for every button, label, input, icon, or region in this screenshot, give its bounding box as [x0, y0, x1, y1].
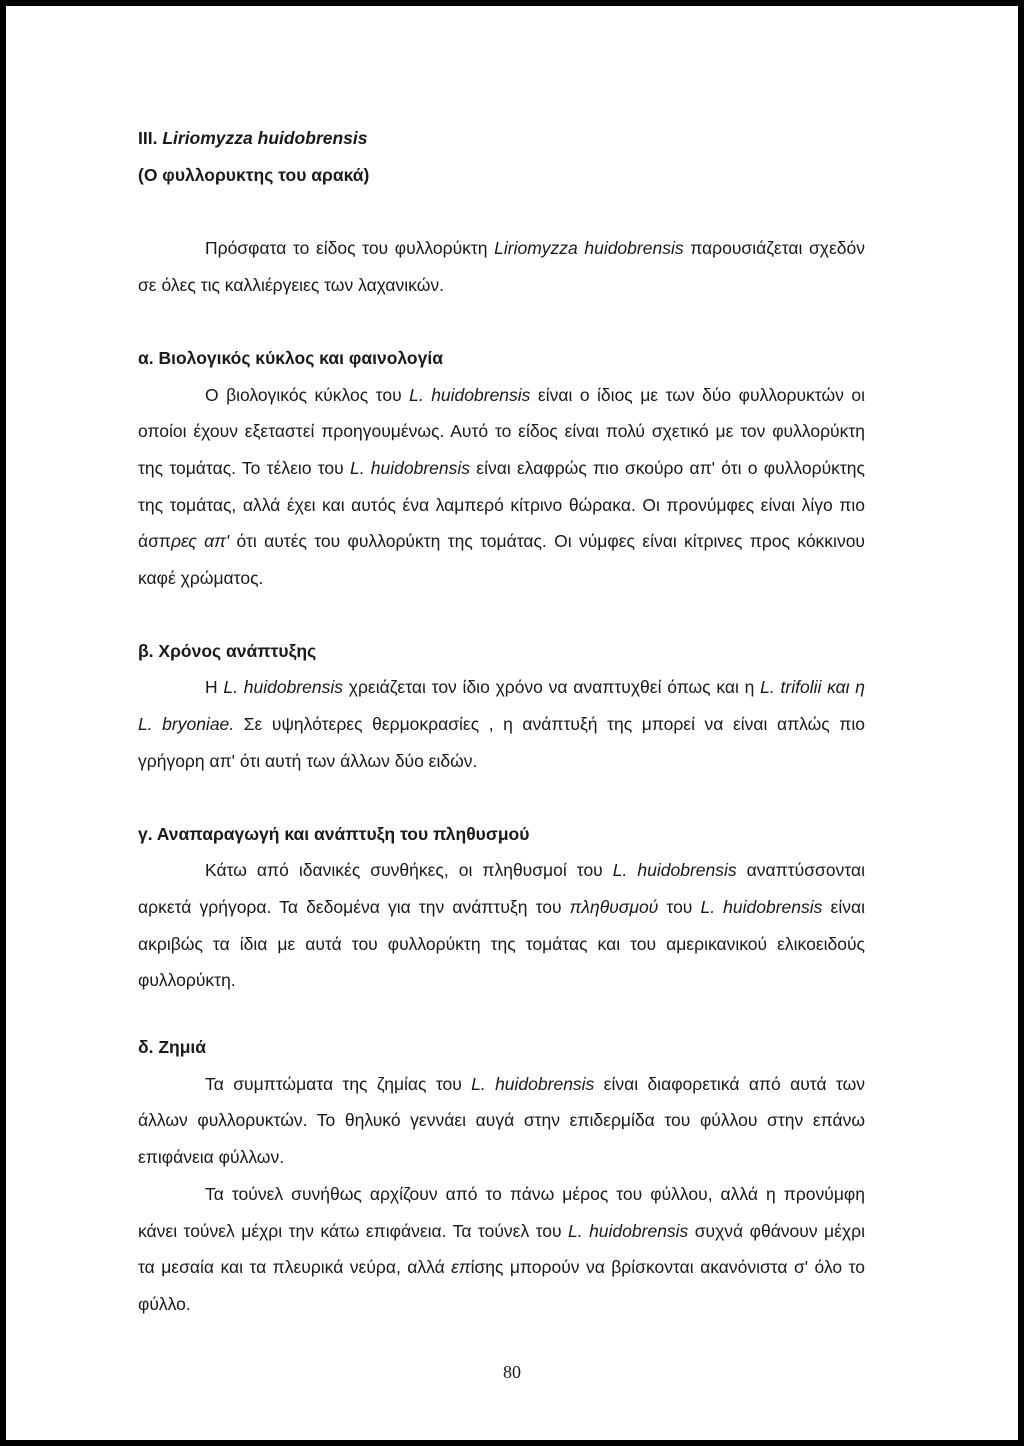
- heading-damage: δ. Ζημιά: [138, 1037, 207, 1058]
- section-subtitle: (Ο φυλλορυκτης του αρακά): [138, 164, 370, 185]
- paragraph-damage-2: Τα τούνελ συνήθως αρχίζουν από το πάνω μέρος του φύλλου, αλλά η προνύμφη κάνει τούνελ μέχρι την κάτω επιφάνεια. Τα τούνελ του L. huidobrensis συχνά φθάνουν μέχρι τα μεσαία και τα πλευρικά νεύρα, αλλά επίσης μπορούν να βρίσκονται ακανόνιστα σ' όλο το φύλλο.: [138, 1183, 865, 1314]
- heading-development-time: β. Χρόνος ανάπτυξης: [138, 640, 317, 661]
- heading-species: Liriomyzza huidobrensis: [162, 128, 368, 148]
- paragraph-biological-cycle: Ο βιολογικός κύκλος του L. huidobrensis είναι ο ίδιος με των δύο φυλλορυκτών οι οποίοι έχουν εξεταστεί προηγουμένως. Αυτό το είδος είναι πολύ σχετικό με τον φυλλορύκτη της τομάτας. Το τέλειο του L. huidobrensis είναι ελαφρώς πιο σκούρο απ' ότι ο φυλλορύκτης της τομάτας, αλλά έχει και αυτός ένα λαμπερό κίτρινο θώρακα. Οι προνύμφες είναι λίγο πιο άσπρες απ' ότι αυτές του φυλλορύκτη της τομάτας. Οι νύμφες είναι κίτρινες προς κόκκινου καφέ χρώματος.: [138, 384, 865, 589]
- document-page: [6, 6, 1018, 1440]
- paragraph-damage-1: Τα συμπτώματα της ζημίας του L. huidobrensis είναι διαφορετικά από αυτά των άλλων φυλλορυκτών. Το θηλυκό γεννάει αυγά στην επιδερμίδα του φύλλου στην επάνω επιφάνεια φύλλων.: [138, 1073, 865, 1168]
- page-number: 80: [503, 1362, 521, 1382]
- paragraph-reproduction: Κάτω από ιδανικές συνθήκες, οι πληθυσμοί του L. huidobrensis αναπτύσσονται αρκετά γρήγορα. Τα δεδομένα για την ανάπτυξη του πληθυσμού του L. huidobrensis είναι ακριβώς τα ίδια με αυτά του φυλλορύκτη της τομάτας και του αμερικανικού ελικοειδούς φυλλορύκτη.: [138, 860, 865, 991]
- heading-biological-cycle: α. Βιολογικός κύκλος και φαινολογία: [138, 347, 443, 368]
- intro-paragraph: Πρόσφατα το είδος του φυλλορύκτη Liriomyzza huidobrensis παρουσιάζεται σχεδόν σε όλες τις καλλιέργειες των λαχανικών.: [138, 238, 865, 296]
- document-body: [138, 120, 865, 1323]
- paragraph-development-time: Η L. huidobrensis χρειάζεται τον ίδιο χρόνο να αναπτυχθεί όπως και η L. trifolii και η L. bryoniae. Σε υψηλότερες θερμοκρασίες , η ανάπτυξή της μπορεί να είναι απλώς πιο γρήγορη απ' ότι αυτή των άλλων δύο ειδών.: [138, 677, 865, 771]
- heading-reproduction: γ. Αναπαραγωγή και ανάπτυξη του πληθυσμού: [138, 823, 530, 844]
- section-heading: III. Liriomyzza huidobrensis: [138, 128, 368, 148]
